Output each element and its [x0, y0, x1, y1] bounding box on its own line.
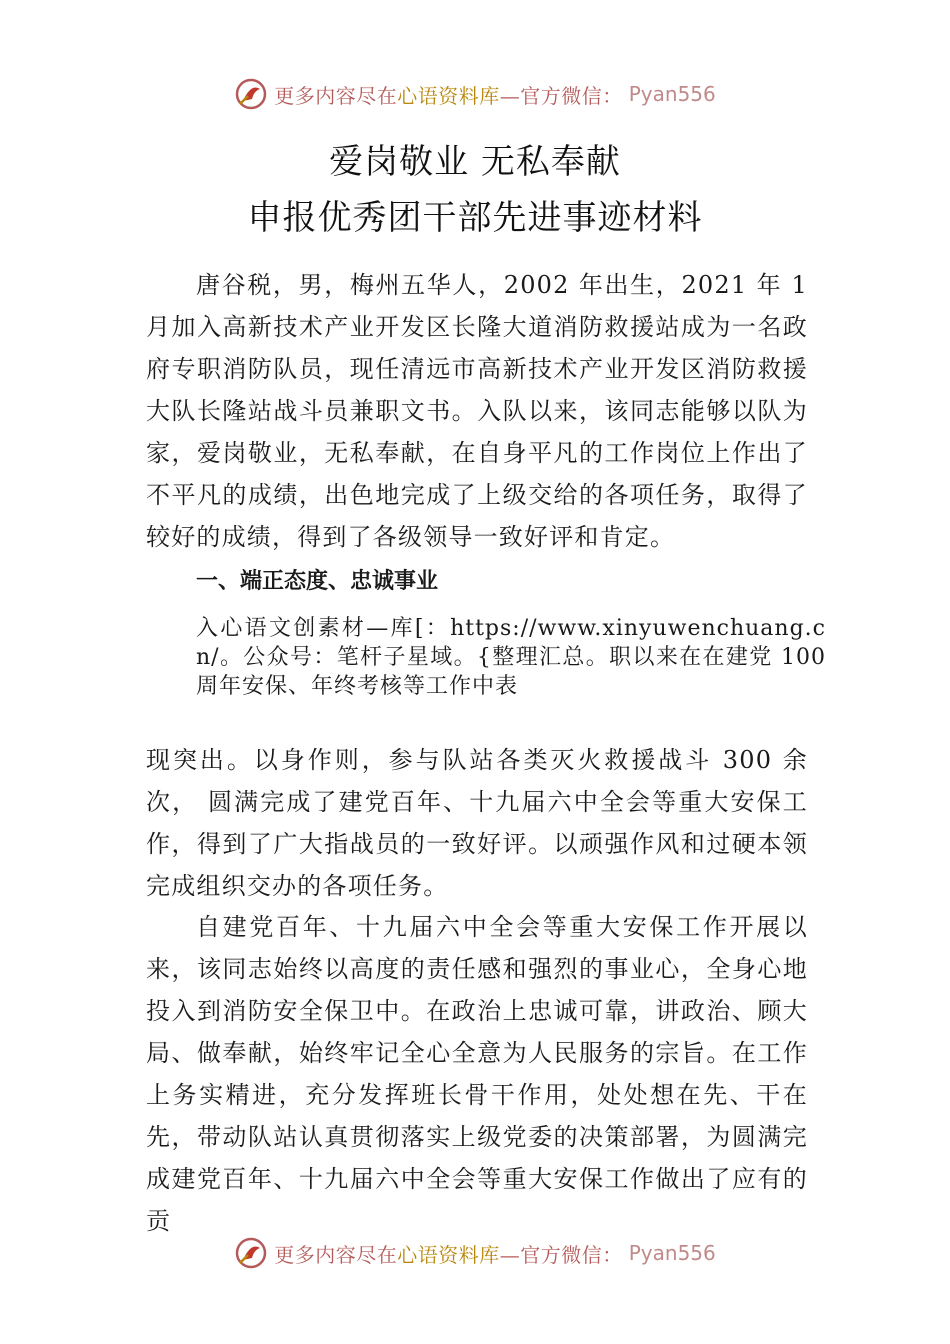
brand-logo-icon	[234, 1236, 268, 1270]
intro-paragraph: 唐谷税，男，梅州五华人，2002 年出生，2021 年 1月加入高新技术产业开发区长隆大道消防救援站成为一名政府专职消防队员，现任清远市高新技术产业开发区消防救援大队长隆站战斗员兼职文书。入队以来，该同志能够以队为家，爱岗敬业，无私奉献，在自身平凡的工作岗位上作出了不平凡的成绩，出色地完成了上级交给的各项任务，取得了较好的成绩，得到了各级领导一致好评和肯定。	[146, 271, 808, 551]
document-title-line2: 申报优秀团干部先进事迹材料	[247, 198, 703, 238]
brand-logo-icon	[234, 77, 268, 111]
document-title-line1: 爱岗敬业 无私奉献	[329, 142, 621, 182]
inserted-watermark-text: 入心语文创素材—库[：https://www.xinyuwenchuang.cn/。公众号：笔杆子星域。{整理汇总。职以来在在建党 100 周年安保、年终考核等工作中表	[196, 616, 826, 699]
banner-text: 更多内容尽在心语资料库—官方微信：	[274, 1242, 623, 1267]
footer-banner	[0, 1233, 950, 1273]
section-heading-1: 一、端正态度、忠诚事业	[196, 569, 439, 594]
banner-text: 更多内容尽在心语资料库—官方微信：	[274, 83, 623, 108]
header-banner	[0, 74, 950, 114]
banner-wechat-id: Pyan556	[628, 82, 716, 106]
banner-wechat-id: Pyan556	[628, 1241, 716, 1265]
body-paragraph-2: 现突出。以身作则，参与队站各类灭火救援战斗 300 余次， 圆满完成了建党百年、十九届六中全会等重大安保工作，得到了广大指战员的一致好评。以顽强作风和过硬本领完成组织交办的各项任务。	[146, 746, 808, 900]
body-paragraph-3: 自建党百年、十九届六中全会等重大安保工作开展以来，该同志始终以高度的责任感和强烈的事业心，全身心地投入到消防安全保卫中。在政治上忠诚可靠，讲政治、顾大局、做奉献，始终牢记全心全意为人民服务的宗旨。在工作上务实精进，充分发挥班长骨干作用，处处想在先、干在先，带动队站认真贯彻落实上级党委的决策部署，为圆满完成建党百年、十九届六中全会等重大安保工作做出了应有的贡	[146, 913, 808, 1235]
